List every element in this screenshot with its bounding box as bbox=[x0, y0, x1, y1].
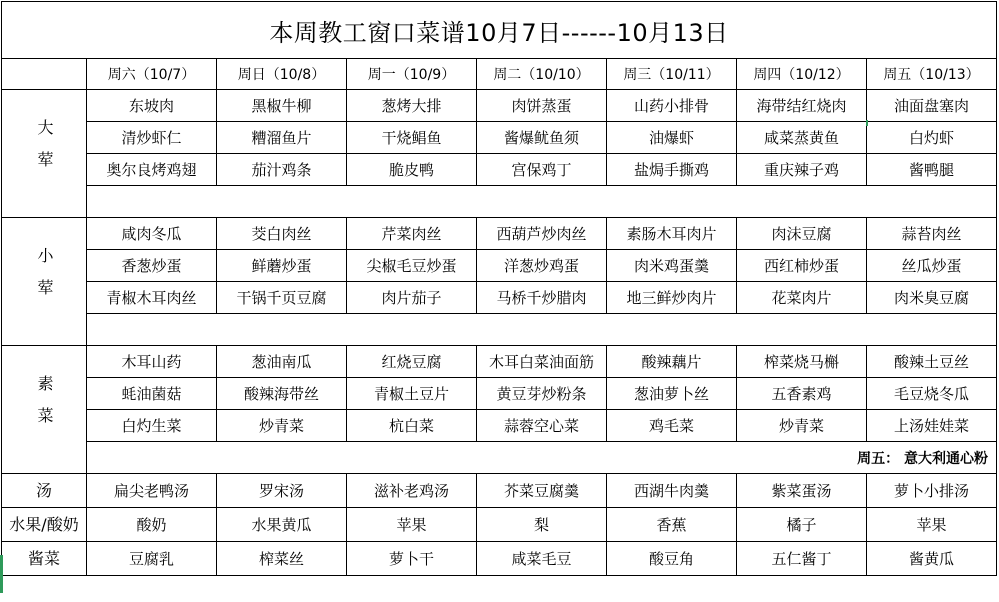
dish-cell: 黑椒牛柳 bbox=[217, 90, 347, 122]
dish-cell: 洋葱炒鸡蛋 bbox=[477, 250, 607, 282]
day-header: 周四（10/12） bbox=[737, 59, 867, 90]
extra-cell: 萝卜小排汤 bbox=[867, 474, 997, 508]
extra-row bbox=[2, 508, 997, 542]
extra-cell: 香蕉 bbox=[607, 508, 737, 542]
spacer-row bbox=[2, 186, 997, 218]
dish-cell: 酱鸭腿 bbox=[867, 154, 997, 186]
extra-cell: 梨 bbox=[477, 508, 607, 542]
dish-cell: 肉米鸡蛋羹 bbox=[607, 250, 737, 282]
dish-cell: 山药小排骨 bbox=[607, 90, 737, 122]
extra-cell: 豆腐乳 bbox=[87, 542, 217, 576]
page-title: 本周教工窗口菜谱10月7日------10月13日 bbox=[2, 2, 997, 59]
dish-cell: 尖椒毛豆炒蛋 bbox=[347, 250, 477, 282]
dish-cell: 杭白菜 bbox=[347, 410, 477, 442]
dish-cell: 白灼虾 bbox=[867, 122, 997, 154]
dish-cell: 葱油萝卜丝 bbox=[607, 378, 737, 410]
day-header: 周五（10/13） bbox=[867, 59, 997, 90]
extra-label: 汤 bbox=[2, 474, 87, 508]
extra-cell: 紫菜蛋汤 bbox=[737, 474, 867, 508]
dish-cell: 葱烤大排 bbox=[347, 90, 477, 122]
extra-cell: 西湖牛肉羹 bbox=[607, 474, 737, 508]
dish-cell: 红烧豆腐 bbox=[347, 346, 477, 378]
extra-cell: 苹果 bbox=[347, 508, 477, 542]
dish-cell: 肉沫豆腐 bbox=[737, 218, 867, 250]
dish-cell: 芹菜肉丝 bbox=[347, 218, 477, 250]
day-header: 周二（10/10） bbox=[477, 59, 607, 90]
extra-cell: 酸豆角 bbox=[607, 542, 737, 576]
dish-cell: 脆皮鸭 bbox=[347, 154, 477, 186]
dish-cell: 炒青菜 bbox=[217, 410, 347, 442]
category-text: 大荤 bbox=[35, 118, 54, 183]
extra-cell: 酸奶 bbox=[87, 508, 217, 542]
dish-cell: 炒青菜 bbox=[737, 410, 867, 442]
extra-cell: 水果黄瓜 bbox=[217, 508, 347, 542]
dish-cell: 油爆虾 bbox=[607, 122, 737, 154]
dish-row bbox=[2, 90, 997, 122]
dish-cell: 肉饼蒸蛋 bbox=[477, 90, 607, 122]
day-header: 周三（10/11） bbox=[607, 59, 737, 90]
dish-cell: 木耳白菜油面筋 bbox=[477, 346, 607, 378]
dish-cell: 白灼生菜 bbox=[87, 410, 217, 442]
dish-row bbox=[2, 122, 997, 154]
spacer-cell bbox=[87, 314, 997, 346]
dish-cell: 盐焗手撕鸡 bbox=[607, 154, 737, 186]
dish-row bbox=[2, 154, 997, 186]
cell-fill-handle bbox=[866, 120, 868, 126]
dish-cell: 咸肉冬瓜 bbox=[87, 218, 217, 250]
dish-cell: 宫保鸡丁 bbox=[477, 154, 607, 186]
day-header-row bbox=[2, 59, 997, 90]
dish-cell: 蒜蓉空心菜 bbox=[477, 410, 607, 442]
category-label bbox=[2, 90, 87, 218]
dish-cell: 丝瓜炒蛋 bbox=[867, 250, 997, 282]
note-cell: 周五： 意大利通心粉 bbox=[87, 442, 997, 474]
dish-cell: 素肠木耳肉片 bbox=[607, 218, 737, 250]
corner-cell bbox=[2, 59, 87, 90]
extra-cell: 榨菜丝 bbox=[217, 542, 347, 576]
extra-row bbox=[2, 474, 997, 508]
category-label bbox=[2, 218, 87, 346]
dish-cell: 青椒土豆片 bbox=[347, 378, 477, 410]
extra-cell: 罗宋汤 bbox=[217, 474, 347, 508]
dish-cell: 重庆辣子鸡 bbox=[737, 154, 867, 186]
menu-table bbox=[1, 1, 997, 576]
dish-row bbox=[2, 218, 997, 250]
dish-cell: 鸡毛菜 bbox=[607, 410, 737, 442]
dish-cell: 糟溜鱼片 bbox=[217, 122, 347, 154]
dish-cell: 香葱炒蛋 bbox=[87, 250, 217, 282]
dish-cell: 海带结红烧肉 bbox=[737, 90, 867, 122]
extra-cell: 咸菜毛豆 bbox=[477, 542, 607, 576]
dish-cell: 肉米臭豆腐 bbox=[867, 282, 997, 314]
dish-cell: 蚝油菌菇 bbox=[87, 378, 217, 410]
dish-cell: 鲜蘑炒蛋 bbox=[217, 250, 347, 282]
dish-cell: 咸菜蒸黄鱼 bbox=[737, 122, 867, 154]
category-text: 小荤 bbox=[35, 246, 54, 311]
dish-cell: 西红柿炒蛋 bbox=[737, 250, 867, 282]
extra-row bbox=[2, 542, 997, 576]
dish-cell: 酱爆鱿鱼须 bbox=[477, 122, 607, 154]
extra-cell: 苹果 bbox=[867, 508, 997, 542]
dish-cell: 奥尔良烤鸡翅 bbox=[87, 154, 217, 186]
dish-cell: 酸辣土豆丝 bbox=[867, 346, 997, 378]
extra-cell: 五仁酱丁 bbox=[737, 542, 867, 576]
spacer-cell bbox=[87, 186, 997, 218]
dish-cell: 五香素鸡 bbox=[737, 378, 867, 410]
dish-cell: 西葫芦炒肉丝 bbox=[477, 218, 607, 250]
dish-cell: 葱油南瓜 bbox=[217, 346, 347, 378]
category-text: 素菜 bbox=[35, 374, 54, 439]
dish-row bbox=[2, 346, 997, 378]
dish-cell: 干锅千页豆腐 bbox=[217, 282, 347, 314]
dish-cell: 东坡肉 bbox=[87, 90, 217, 122]
extra-cell: 橘子 bbox=[737, 508, 867, 542]
dish-cell: 干烧鲳鱼 bbox=[347, 122, 477, 154]
dish-row bbox=[2, 378, 997, 410]
spacer-row bbox=[2, 314, 997, 346]
dish-cell: 茭白肉丝 bbox=[217, 218, 347, 250]
dish-cell: 蒜苔肉丝 bbox=[867, 218, 997, 250]
extra-cell: 酱黄瓜 bbox=[867, 542, 997, 576]
extra-label: 水果/酸奶 bbox=[2, 508, 87, 542]
dish-row bbox=[2, 250, 997, 282]
category-label bbox=[2, 346, 87, 474]
extra-cell: 芥菜豆腐羹 bbox=[477, 474, 607, 508]
dish-row bbox=[2, 282, 997, 314]
dish-cell: 毛豆烧冬瓜 bbox=[867, 378, 997, 410]
dish-cell: 青椒木耳肉丝 bbox=[87, 282, 217, 314]
cell-selection-marker bbox=[0, 555, 3, 593]
dish-cell: 上汤娃娃菜 bbox=[867, 410, 997, 442]
dish-cell: 肉片茄子 bbox=[347, 282, 477, 314]
dish-cell: 酸辣海带丝 bbox=[217, 378, 347, 410]
dish-cell: 清炒虾仁 bbox=[87, 122, 217, 154]
dish-cell: 花菜肉片 bbox=[737, 282, 867, 314]
dish-cell: 马桥千炒腊肉 bbox=[477, 282, 607, 314]
extra-cell: 萝卜干 bbox=[347, 542, 477, 576]
extra-cell: 滋补老鸡汤 bbox=[347, 474, 477, 508]
extra-label: 酱菜 bbox=[2, 542, 87, 576]
dish-cell: 油面盘塞肉 bbox=[867, 90, 997, 122]
note-row bbox=[2, 442, 997, 474]
dish-cell: 木耳山药 bbox=[87, 346, 217, 378]
dish-row bbox=[2, 410, 997, 442]
day-header: 周日（10/8） bbox=[217, 59, 347, 90]
dish-cell: 地三鲜炒肉片 bbox=[607, 282, 737, 314]
dish-cell: 酸辣藕片 bbox=[607, 346, 737, 378]
day-header: 周一（10/9） bbox=[347, 59, 477, 90]
dish-cell: 榨菜烧马槲 bbox=[737, 346, 867, 378]
dish-cell: 茄汁鸡条 bbox=[217, 154, 347, 186]
extra-cell: 扁尖老鸭汤 bbox=[87, 474, 217, 508]
day-header: 周六（10/7） bbox=[87, 59, 217, 90]
dish-cell: 黄豆芽炒粉条 bbox=[477, 378, 607, 410]
